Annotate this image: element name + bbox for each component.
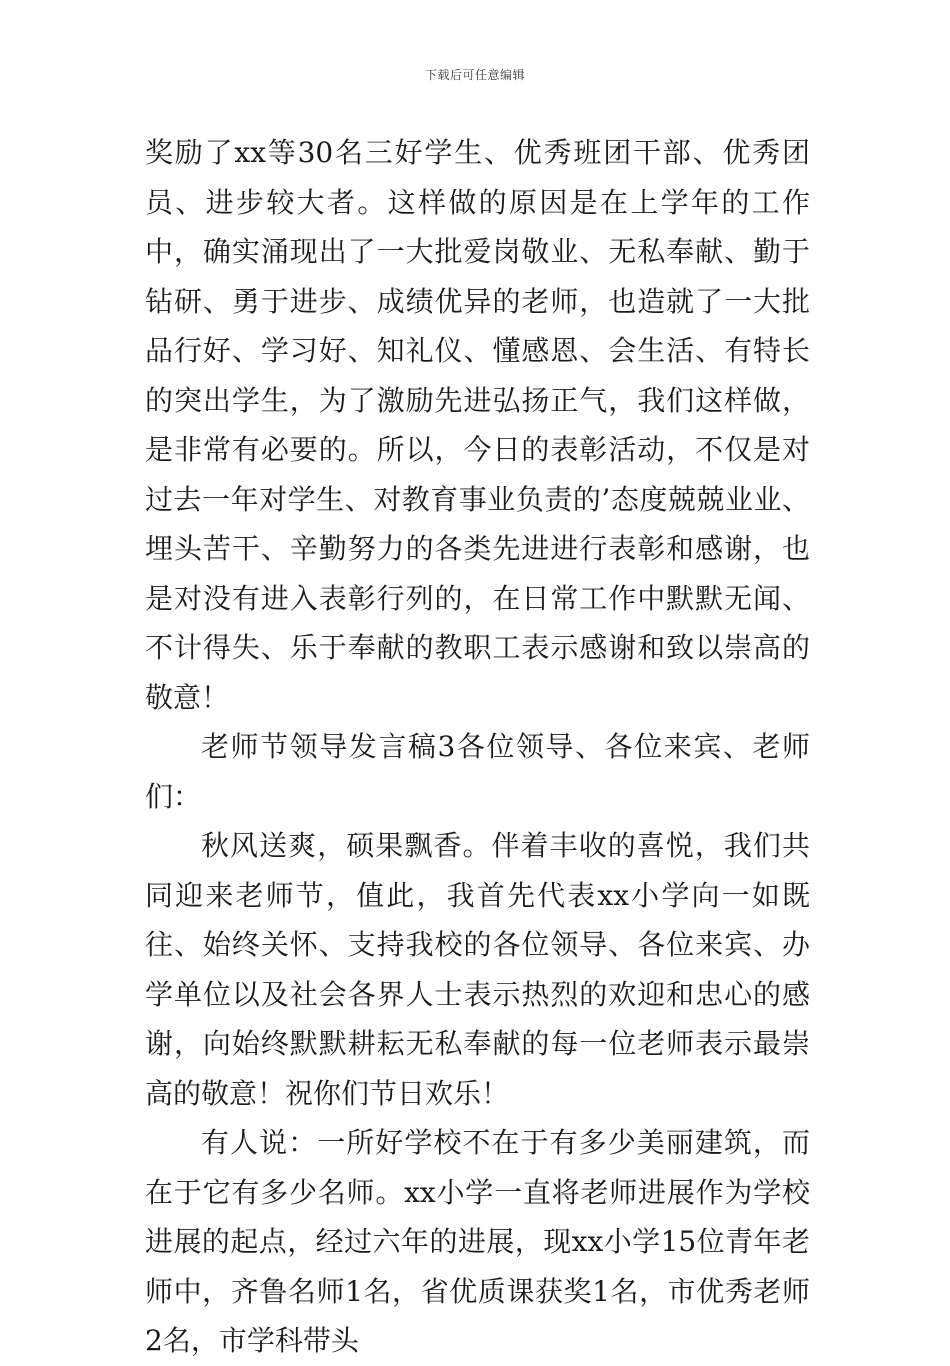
paragraph-greeting: 秋风送爽，硕果飘香。伴着丰收的喜悦，我们共同迎来老师节，值此，我首先代表xx小学向一如既往、始终关怀、支持我校的各位领导、各位来宾、办学单位以及社会各界人士表示热烈的欢迎和忠心的感谢，向始终默默耕耘无私奉献的每一位老师表示最崇高的敬意！祝你们节日欢乐！ <box>145 829 810 1110</box>
page-header: 下载后可任意编辑 <box>424 68 525 82</box>
paragraph-speech-title: 老师节领导发言稿3各位领导、各位来宾、老师们： <box>145 730 810 813</box>
document-body <box>145 128 810 1366</box>
paragraph-teachers: 有人说：一所好学校不在于有多少美丽建筑，而在于它有多少名师。xx小学一直将老师进展作为学校进展的起点，经过六年的进展，现xx小学15位青年老师中，齐鲁名师1名，省优质课获奖1名，市优秀老师2名，市学科带头 <box>145 1126 810 1357</box>
paragraph-awards: 奖励了xx等30名三好学生、优秀班团干部、优秀团员、进步较大者。这样做的原因是在上学年的工作中，确实涌现出了一大批爱岗敬业、无私奉献、勤于钻研、勇于进步、成绩优异的老师，也造就了一大批品行好、学习好、知礼仪、懂感恩、会生活、有特长的突出学生，为了激励先进弘扬正气，我们这样做，是非常有必要的。所以，今日的表彰活动，不仅是对过去一年对学生、对教育事业负责的’态度兢兢业业、埋头苦干、辛勤努力的各类先进进行表彰和感谢，也是对没有进入表彰行列的，在日常工作中默默无闻、不计得失、乐于奉献的教职工表示感谢和致以崇高的敬意！ <box>145 136 810 714</box>
